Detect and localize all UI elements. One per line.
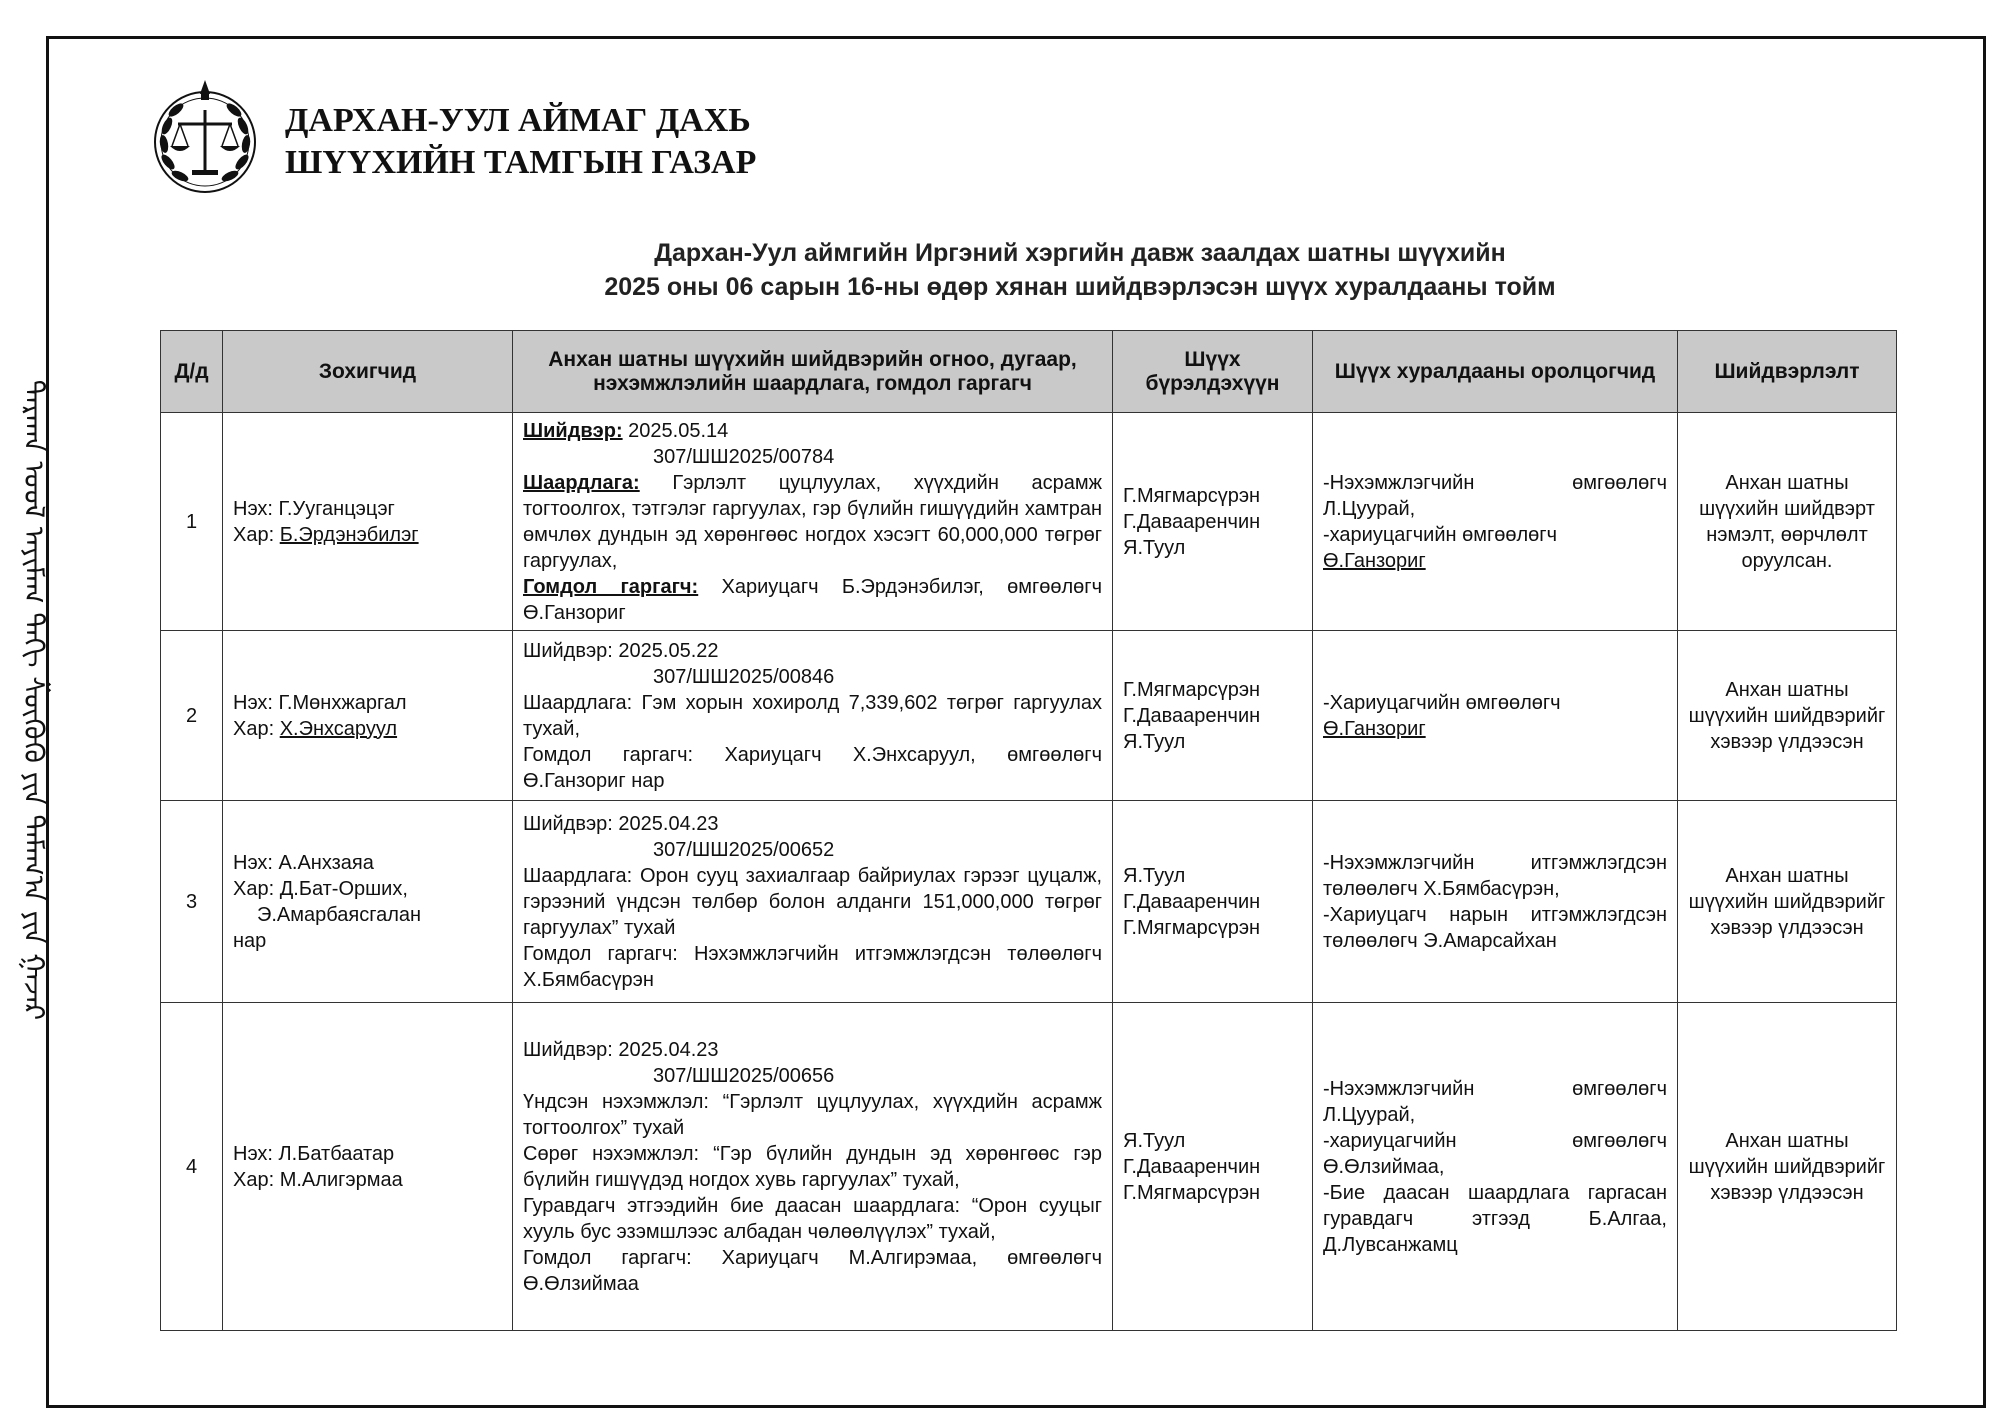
scales-of-justice-emblem-icon [140, 74, 270, 204]
decision-label: Шийдвэр: [523, 639, 613, 662]
participants-cell [1313, 1003, 1678, 1331]
document-title [420, 236, 1740, 304]
org-name-line2: ШҮҮХИЙН ТАМГЫН ГАЗАР [285, 144, 757, 181]
composition-cell [1113, 413, 1313, 631]
header-participants: Шүүх хуралдааны оролцогчид [1313, 331, 1678, 413]
appellant-text: Нэхэмжлэгчийн итгэмжлэгдсэн төлөөлөгч Х.Бямбасүрэн [523, 942, 1103, 991]
composition-cell [1113, 801, 1313, 1003]
table-row [161, 413, 1897, 631]
header-parties: Зохигчид [223, 331, 513, 413]
decision-date: 2025.05.14 [628, 419, 729, 442]
third-party-text: “Орон сууцыг хууль бус эзэмшлээс албадан чөлөөлүүлэх” тухай, [523, 1194, 1102, 1243]
participants-cell [1313, 631, 1678, 801]
plaintiff-label: Нэх: [233, 691, 273, 714]
judge-name: Г.Мягмарсүрэн [1123, 484, 1261, 507]
decision-cell: Анхан шатны шүүхийн шийдвэрийг хэвээр үлдээсэн [1678, 631, 1897, 801]
mongolian-script-side-text [0, 240, 80, 1160]
decision-cell: Анхан шатны шүүхийн шийдвэрийг хэвээр үлдээсэн [1678, 801, 1897, 1003]
judge-name: Я.Туул [1123, 730, 1186, 753]
claim-text: Гэм хорын хохиролд 7,339,602 төгрөг гаргуулах тухай, [523, 691, 1102, 740]
decision-label: Шийдвэр: [523, 1038, 613, 1061]
table-header-row [161, 331, 1897, 413]
first-instance-cell [513, 631, 1113, 801]
first-instance-cell [513, 413, 1113, 631]
defendant-name: М.Алигэрмаа [279, 1168, 403, 1191]
main-claim-text: “Гэрлэлт цуцлуулах, хүүхдийн асрамж тогтоолгох” тухай [523, 1090, 1103, 1139]
claim-label: Шаардлага: [523, 691, 633, 714]
judge-name: Я.Туул [1123, 864, 1186, 887]
appellant-text: Хариуцагч М.Алгирэмаа, өмгөөлөгч Ө.Өлзиймаа [523, 1246, 1103, 1295]
judge-name: Я.Туул [1123, 1129, 1186, 1152]
defendant-label: Хар: [233, 877, 275, 900]
plaintiff-label: Нэх: [233, 497, 273, 520]
header-first-instance: Анхан шатны шүүхийн шийдвэрийн огноо, дугаар, нэхэмжлэлийн шаардлага, гомдол гаргагч [513, 331, 1113, 413]
case-number: 307/ШШ2025/00846 [653, 665, 835, 688]
decision-label: Шийдвэр: [523, 812, 613, 835]
plaintiff-label: Нэх: [233, 1142, 273, 1165]
judge-name: Г.Давааренчин [1123, 704, 1261, 727]
claim-text: Орон сууц захиалгаар байриулах гэрээг цуцалж, гэрээний үндсэн төлбөр болон алданги 151,000,000 төгрөг гаргуулах” тухай [523, 864, 1102, 939]
defendant-suffix: нар [233, 929, 267, 952]
organization-name [285, 100, 756, 184]
table-row [161, 631, 1897, 801]
parties-cell [223, 801, 513, 1003]
plaintiff-label: Нэх: [233, 851, 273, 874]
title-line1: Дархан-Уул аймгийн Иргэний хэргийн давж заалдах шатны шүүхийн [654, 239, 1506, 267]
third-party-label: Гуравдагч этгээдийн бие даасан шаардлага: [523, 1194, 961, 1217]
defendant-label: Хар: [233, 717, 275, 740]
decision-cell: Анхан шатны шүүхийн шийдвэрийг хэвээр үлдээсэн [1678, 1003, 1897, 1331]
row-number: 1 [161, 413, 223, 631]
defendant-label: Хар: [233, 1168, 275, 1191]
main-claim-label: Үндсэн нэхэмжлэл: [523, 1090, 709, 1113]
case-number: 307/ШШ2025/00784 [653, 445, 835, 468]
appellant-label: Гомдол гаргагч: [523, 575, 699, 598]
defendant-name: Б.Эрдэнэбилэг [279, 523, 419, 546]
counter-claim-label: Сөрөг нэхэмжлэл: [523, 1142, 700, 1165]
parties-cell [223, 631, 513, 801]
appellant-text: Хариуцагч Б.Эрдэнэбилэг, өмгөөлөгч Ө.Ганзориг [523, 575, 1102, 624]
participant-line: Ө.Ганзориг [1323, 717, 1426, 740]
decision-label: Шийдвэр: [523, 419, 623, 442]
participant-line: -Хариуцагчийн өмгөөлөгч [1323, 691, 1561, 714]
row-number: 2 [161, 631, 223, 801]
defendant-name: Д.Бат-Орших, [279, 877, 408, 900]
participant-line: -хариуцагчийн өмгөөлөгч Ө.Өлзиймаа, [1323, 1129, 1667, 1178]
participant-line: Ө.Ганзориг [1323, 549, 1426, 572]
row-number: 3 [161, 801, 223, 1003]
judge-name: Г.Мягмарсүрэн [1123, 916, 1261, 939]
decision-date: 2025.04.23 [618, 812, 719, 835]
participants-cell [1313, 413, 1678, 631]
title-line2: 2025 оны 06 сарын 16-ны өдөр хянан шийдвэрлэсэн шүүх хуралдааны тойм [604, 273, 1556, 301]
participant-line: -Хариуцагч нарын итгэмжлэгдсэн төлөөлөгч Э.Амарсайхан [1323, 903, 1667, 952]
plaintiff-name: Г.Ууганцэцэг [278, 497, 395, 520]
judge-name: Я.Туул [1123, 536, 1186, 559]
participant-line: -хариуцагчийн өмгөөлөгч [1323, 523, 1558, 546]
header-no: Д/д [161, 331, 223, 413]
first-instance-cell [513, 801, 1113, 1003]
claim-label: Шаардлага: [523, 471, 640, 494]
composition-cell [1113, 631, 1313, 801]
plaintiff-name: А.Анхзаяа [278, 851, 374, 874]
org-name-line1: ДАРХАН-УУЛ АЙМАГ ДАХЬ [285, 102, 751, 139]
parties-cell [223, 413, 513, 631]
plaintiff-name: Г.Мөнхжаргал [278, 691, 407, 714]
decision-date: 2025.04.23 [618, 1038, 719, 1061]
judge-name: Г.Мягмарсүрэн [1123, 1181, 1261, 1204]
participant-line: -Бие даасан шаардлага гаргасан гуравдагч этгээд Б.Алгаа, Д.Лувсанжамц [1323, 1181, 1667, 1256]
composition-cell [1113, 1003, 1313, 1331]
appellant-text: Хариуцагч Х.Энхсаруул, өмгөөлөгч Ө.Ганзориг нар [523, 743, 1102, 792]
decision-date: 2025.05.22 [618, 639, 719, 662]
case-number: 307/ШШ2025/00656 [653, 1064, 835, 1087]
participants-cell [1313, 801, 1678, 1003]
side-text: ᠳᠠᠷᠬᠠᠨ ᠤᠤᠯ ᠠᠶᠢᠮᠠᠭ ᠳᠠᠬᠢ ᠱᠦᠭᠦᠬᠦ ᠶᠢᠨ ᠲᠠᠮᠠᠭ᠎ᠠ ᠶᠢᠨ ᠭᠠᠵᠠᠷ [17, 379, 51, 1021]
header-decision: Шийдвэрлэлт [1678, 331, 1897, 413]
table-row [161, 801, 1897, 1003]
defendant-label: Хар: [233, 523, 275, 546]
row-number: 4 [161, 1003, 223, 1331]
plaintiff-name: Л.Батбаатар [278, 1142, 395, 1165]
defendant-name: Х.Энхсаруул [279, 717, 398, 740]
court-cases-table [160, 330, 1897, 1331]
judge-name: Г.Мягмарсүрэн [1123, 678, 1261, 701]
parties-cell [223, 1003, 513, 1331]
decision-cell: Анхан шатны шүүхийн шийдвэрт нэмэлт, өөрчлөлт оруулсан. [1678, 413, 1897, 631]
participant-line: -Нэхэмжлэгчийн өмгөөлөгч Л.Цуурай, [1323, 471, 1667, 520]
participant-line: -Нэхэмжлэгчийн өмгөөлөгч Л.Цуурай, [1323, 1077, 1667, 1126]
case-number: 307/ШШ2025/00652 [653, 838, 835, 861]
judge-name: Г.Давааренчин [1123, 1155, 1261, 1178]
participant-line: -Нэхэмжлэгчийн итгэмжлэгдсэн төлөөлөгч Х.Бямбасүрэн, [1323, 851, 1667, 900]
claim-text: Гэрлэлт цуцлуулах, хүүхдийн асрамж тогтоолгох, тэтгэлэг гаргуулах, гэр бүлийн гишүүдийн хамтран өмчлөх дундын эд хөрөнгөөс ногдох хэсэгт 60,000,000 төгрөг гаргуулах, [523, 471, 1102, 572]
appellant-label: Гомдол гаргагч: [523, 942, 678, 965]
judge-name: Г.Давааренчин [1123, 890, 1261, 913]
counter-claim-text: “Гэр бүлийн дундын эд хөрөнгөөс гэр бүлийн гишүүдэд ногдох хувь гаргуулах” тухай, [523, 1142, 1103, 1191]
first-instance-cell [513, 1003, 1113, 1331]
table-row [161, 1003, 1897, 1331]
header-composition: Шүүх бүрэлдэхүүн [1113, 331, 1313, 413]
defendant-name-2: Э.Амарбаясгалан [257, 903, 422, 926]
appellant-label: Гомдол гаргагч: [523, 743, 694, 766]
appellant-label: Гомдол гаргагч: [523, 1246, 692, 1269]
judge-name: Г.Давааренчин [1123, 510, 1261, 533]
claim-label: Шаардлага: [523, 864, 633, 887]
